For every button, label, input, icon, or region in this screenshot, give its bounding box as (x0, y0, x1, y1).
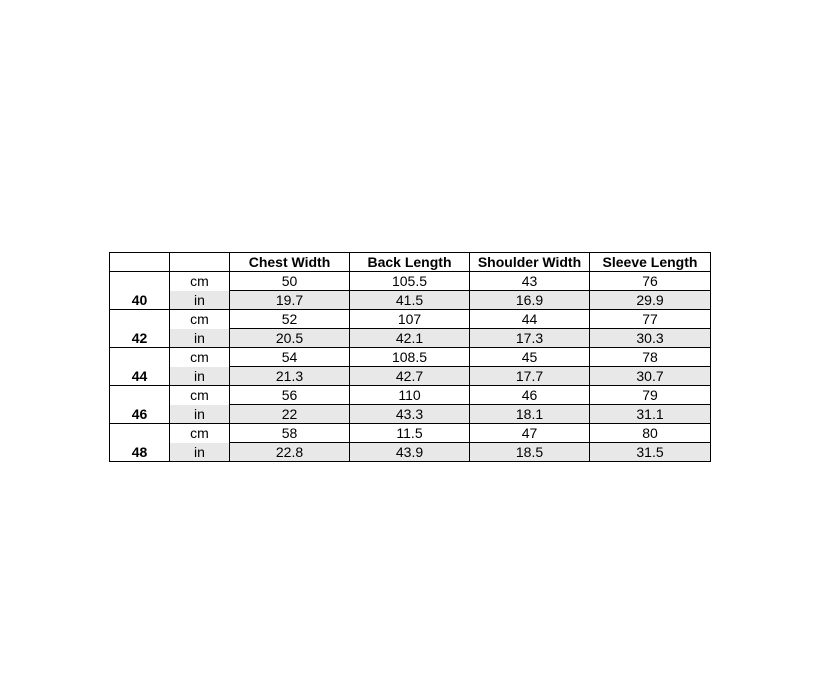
shoulder-width-value: 16.9 (470, 291, 590, 310)
chest-width-value: 58 (230, 424, 350, 443)
unit-label: cm (170, 424, 230, 443)
back-length-value: 43.3 (350, 405, 470, 424)
unit-label: cm (170, 348, 230, 367)
sleeve-length-value: 29.9 (590, 291, 711, 310)
chest-width-value: 22.8 (230, 443, 350, 462)
back-length-value: 43.9 (350, 443, 470, 462)
unit-label: in (170, 367, 230, 386)
sleeve-length-value: 31.5 (590, 443, 711, 462)
back-length-value: 105.5 (350, 272, 470, 291)
table-row (110, 405, 711, 424)
shoulder-width-value: 44 (470, 310, 590, 329)
unit-label: cm (170, 272, 230, 291)
size-chart-table (109, 252, 711, 462)
unit-label: cm (170, 310, 230, 329)
table-row (110, 386, 711, 405)
table-row (110, 310, 711, 329)
sleeve-length-value: 78 (590, 348, 711, 367)
sleeve-length-value: 31.1 (590, 405, 711, 424)
unit-label: in (170, 405, 230, 424)
shoulder-width-value: 18.5 (470, 443, 590, 462)
sleeve-length-value: 30.7 (590, 367, 711, 386)
chest-width-value: 19.7 (230, 291, 350, 310)
unit-label: in (170, 329, 230, 348)
size-label: 48 (110, 424, 170, 462)
table-row (110, 272, 711, 291)
size-label: 42 (110, 310, 170, 348)
header-row (110, 253, 711, 272)
header-sleeve-length: Sleeve Length (590, 253, 711, 272)
chest-width-value: 52 (230, 310, 350, 329)
size-label: 44 (110, 348, 170, 386)
unit-label: in (170, 291, 230, 310)
chest-width-value: 56 (230, 386, 350, 405)
shoulder-width-value: 46 (470, 386, 590, 405)
header-back-length: Back Length (350, 253, 470, 272)
sleeve-length-value: 77 (590, 310, 711, 329)
sleeve-length-value: 79 (590, 386, 711, 405)
chest-width-value: 50 (230, 272, 350, 291)
table-row (110, 443, 711, 462)
sleeve-length-value: 30.3 (590, 329, 711, 348)
table-row (110, 424, 711, 443)
back-length-value: 42.1 (350, 329, 470, 348)
back-length-value: 108.5 (350, 348, 470, 367)
sleeve-length-value: 80 (590, 424, 711, 443)
back-length-value: 11.5 (350, 424, 470, 443)
header-chest-width: Chest Width (230, 253, 350, 272)
unit-label: cm (170, 386, 230, 405)
size-label: 40 (110, 272, 170, 310)
unit-label: in (170, 443, 230, 462)
table-row (110, 348, 711, 367)
table-row (110, 291, 711, 310)
size-label: 46 (110, 386, 170, 424)
chest-width-value: 22 (230, 405, 350, 424)
shoulder-width-value: 45 (470, 348, 590, 367)
shoulder-width-value: 17.7 (470, 367, 590, 386)
table-row (110, 329, 711, 348)
shoulder-width-value: 43 (470, 272, 590, 291)
header-size (110, 253, 170, 272)
header-unit (170, 253, 230, 272)
chest-width-value: 54 (230, 348, 350, 367)
shoulder-width-value: 17.3 (470, 329, 590, 348)
table-row (110, 367, 711, 386)
back-length-value: 41.5 (350, 291, 470, 310)
sleeve-length-value: 76 (590, 272, 711, 291)
chest-width-value: 20.5 (230, 329, 350, 348)
chest-width-value: 21.3 (230, 367, 350, 386)
shoulder-width-value: 47 (470, 424, 590, 443)
back-length-value: 107 (350, 310, 470, 329)
back-length-value: 42.7 (350, 367, 470, 386)
header-shoulder-width: Shoulder Width (470, 253, 590, 272)
back-length-value: 110 (350, 386, 470, 405)
shoulder-width-value: 18.1 (470, 405, 590, 424)
